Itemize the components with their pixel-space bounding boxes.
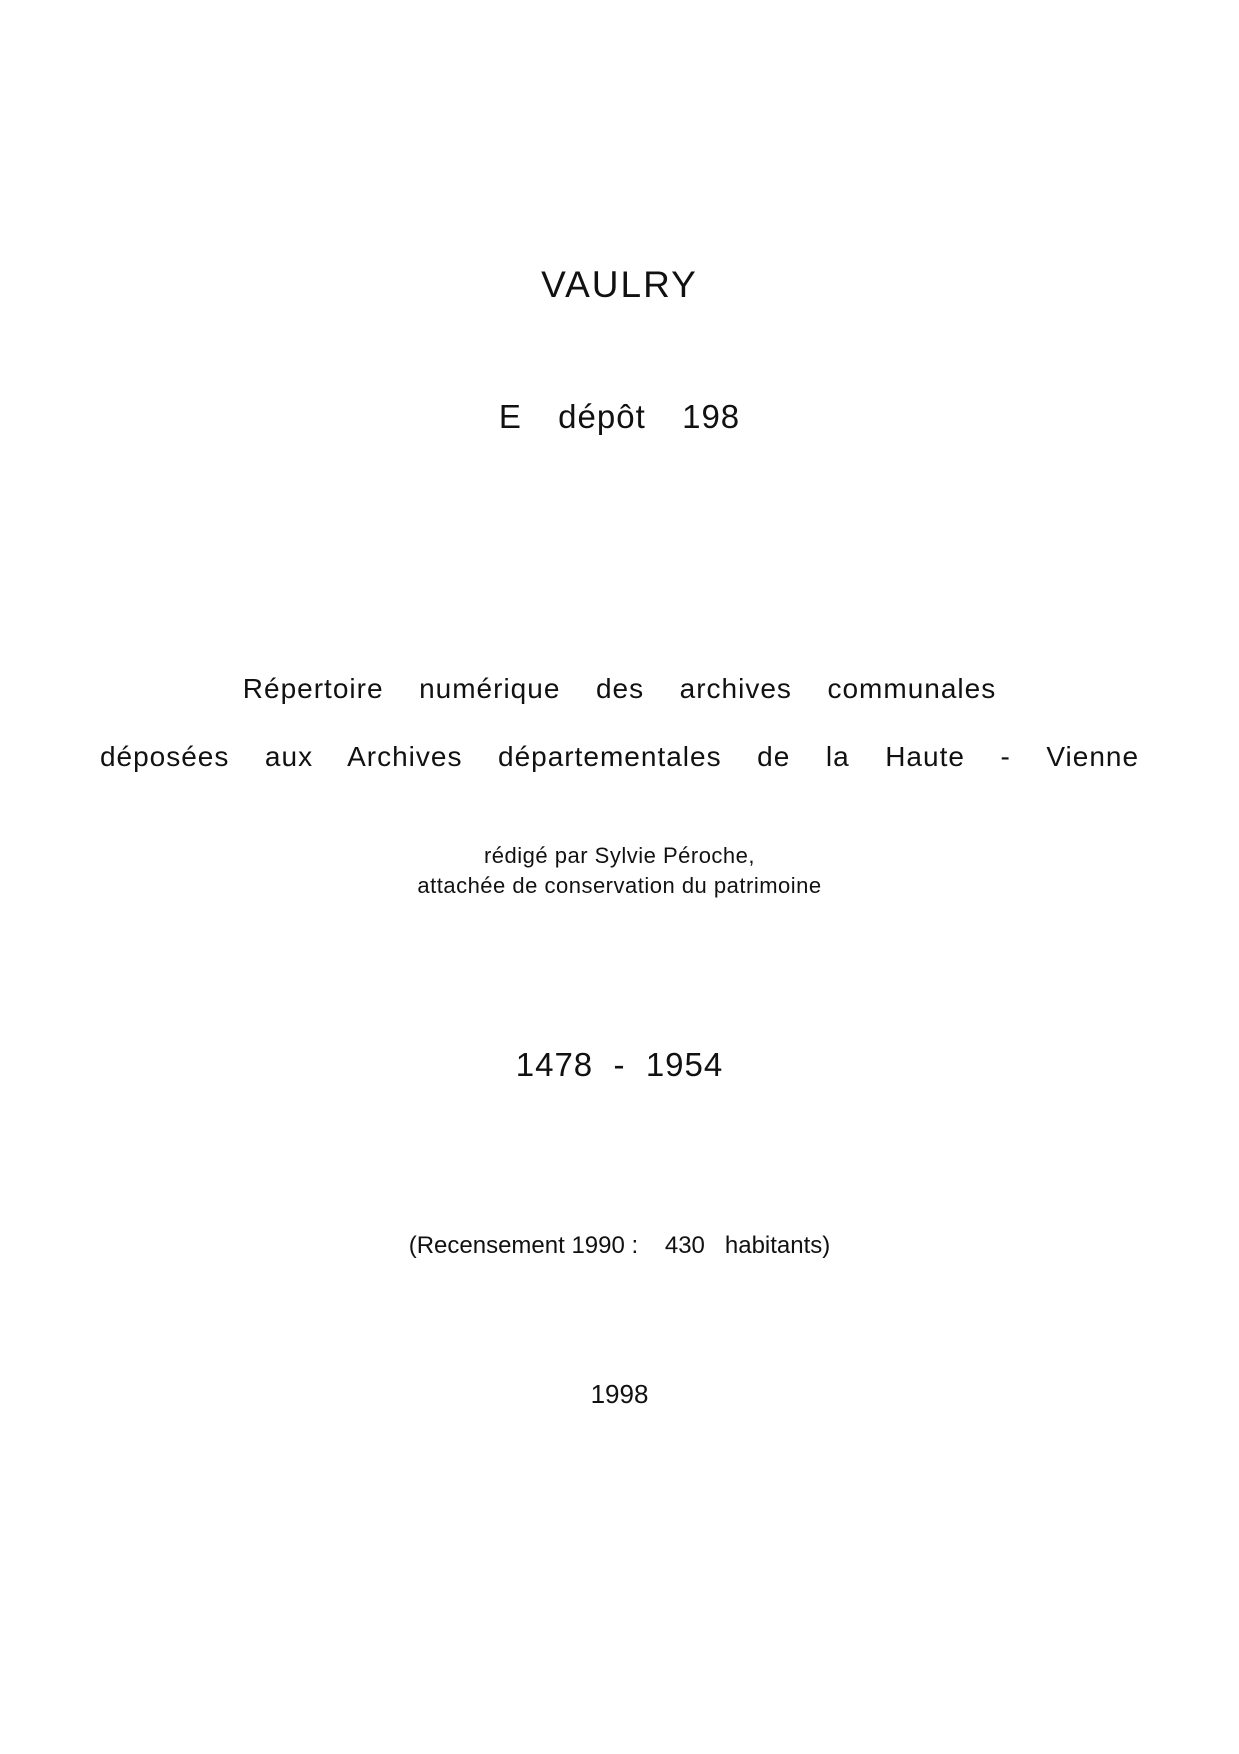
author-line-1: rédigé par Sylvie Péroche, (483, 843, 756, 868)
publication-year: 1998 (590, 1379, 649, 1409)
description-line-2: déposées aux Archives départementales de la Haute - Vienne (99, 741, 1140, 772)
commune-title: VAULRY (541, 264, 698, 305)
author-line-2: attachée de conservation du patrimoine (417, 873, 822, 898)
date-range: 1478 - 1954 (515, 1046, 724, 1083)
census-note: (Recensement 1990 : 430 habitants) (408, 1232, 831, 1259)
archive-reference: E dépôt 198 (498, 398, 741, 435)
description-line-1: Répertoire numérique des archives communales (242, 673, 997, 704)
